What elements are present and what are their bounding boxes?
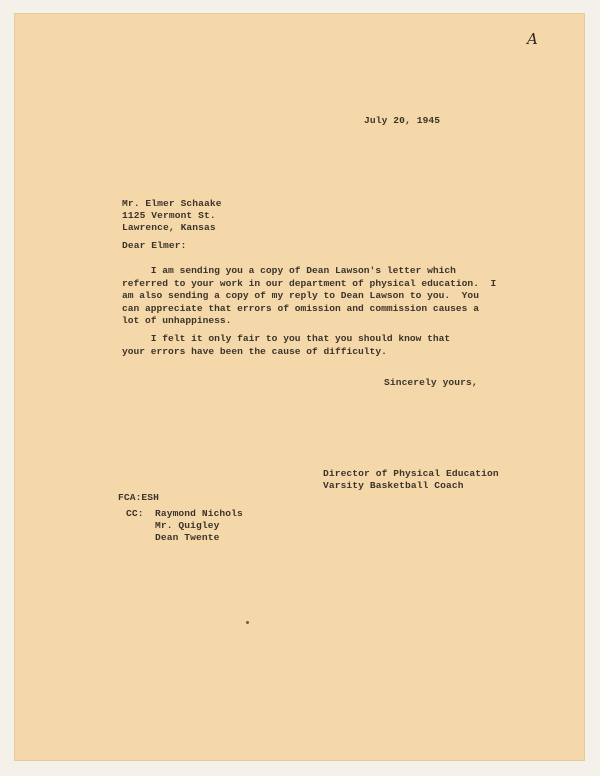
- cc-name: Raymond Nichols: [155, 508, 243, 519]
- cc-name: Mr. Quigley: [155, 520, 220, 531]
- body-line: I am sending you a copy of Dean Lawson's letter which: [122, 265, 456, 276]
- typist-initials: FCA:ESH: [118, 492, 160, 503]
- body-line: lot of unhappiness.: [122, 315, 232, 326]
- recipient-street: 1125 Vermont St.: [122, 210, 216, 221]
- body-line: referred to your work in our department of physical education. I: [122, 277, 497, 289]
- body-line: can appreciate that errors of omission and commission causes a: [122, 302, 479, 314]
- signature-title-2: Varsity Basketball Coach: [323, 480, 464, 491]
- cc-label: CC:: [126, 508, 144, 519]
- recipient-city: Lawrence, Kansas: [122, 222, 216, 233]
- body-line: am also sending a copy of my reply to Dean Lawson to you. You: [122, 290, 479, 301]
- cc-name: Dean Twente: [155, 532, 220, 543]
- recipient-name: Mr. Elmer Schaake: [122, 198, 222, 209]
- body-line: I felt it only fair to you that you should know that: [122, 333, 451, 344]
- body-line: your errors have been the cause of difficulty.: [122, 345, 387, 357]
- closing: Sincerely yours,: [384, 377, 478, 388]
- body-paragraph-2: [122, 333, 450, 358]
- salutation: Dear Elmer:: [122, 240, 187, 251]
- corner-annotation: A: [527, 30, 538, 48]
- body-paragraph-1: [122, 265, 496, 328]
- paper-speck: [246, 621, 249, 624]
- signature-title-1: Director of Physical Education: [323, 468, 499, 479]
- letter-page: [14, 13, 585, 761]
- letter-date: July 20, 1945: [364, 115, 441, 126]
